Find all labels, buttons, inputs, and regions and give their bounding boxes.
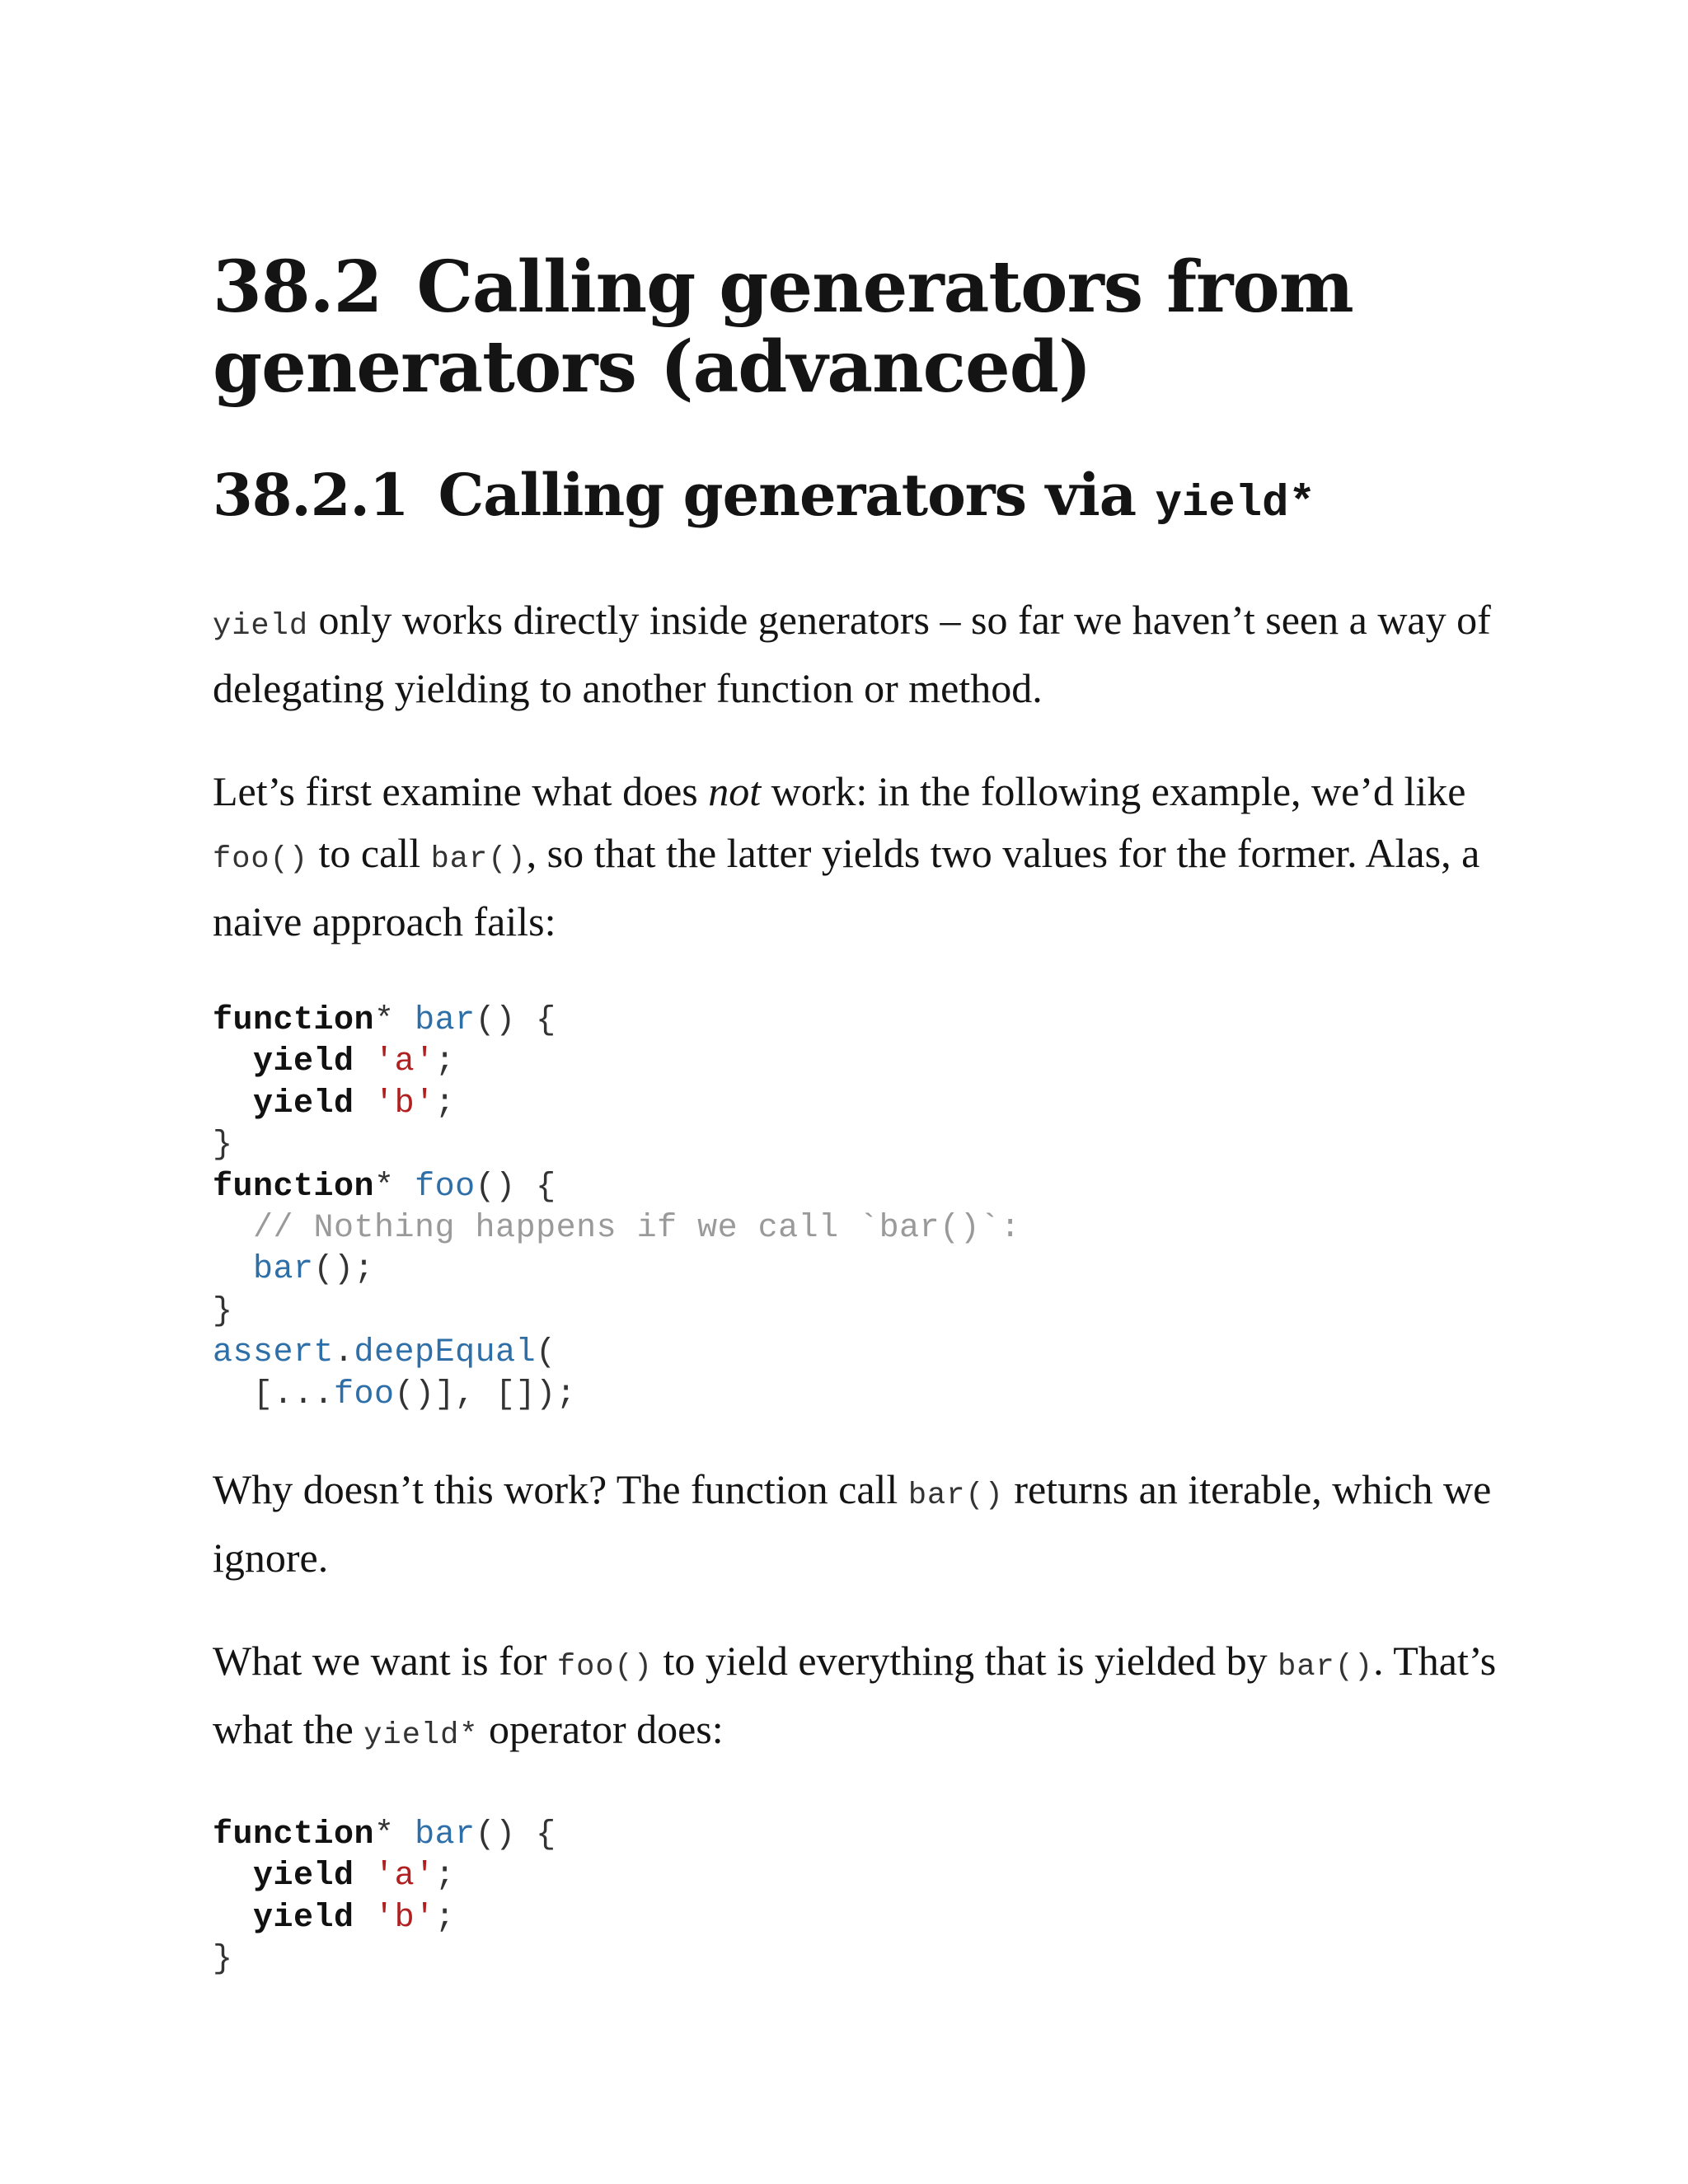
code-block-2: [213, 1815, 1498, 1981]
code-keyword: yield: [253, 1043, 354, 1081]
paragraph-text: operator does:: [478, 1705, 724, 1752]
code-function-name: bar: [253, 1251, 314, 1289]
code-line: [213, 1167, 1498, 1208]
code-function-name: bar: [415, 1002, 476, 1039]
paragraph-2: [213, 761, 1498, 953]
code-string: 'a': [374, 1858, 435, 1896]
subsection-code: yield*: [1155, 479, 1315, 529]
code-keyword: function: [213, 1816, 375, 1854]
code-keyword: yield: [253, 1899, 354, 1937]
code-punct: ;: [434, 1085, 456, 1122]
code-punct: (: [536, 1334, 556, 1372]
code-line: [213, 1815, 1498, 1856]
paragraph-text: only works directly inside generators – so far we haven’t seen a way of delegating yielding to another function or method.: [213, 597, 1491, 711]
code-line: [213, 1125, 1498, 1166]
code-string: 'a': [374, 1043, 435, 1081]
code-punct: *: [374, 1816, 395, 1854]
code-punct: () {: [475, 1168, 556, 1206]
inline-code: bar(): [1278, 1649, 1374, 1685]
code-punct: ;: [434, 1899, 456, 1937]
section-heading: [213, 247, 1498, 407]
subsection-heading: [213, 458, 1498, 541]
code-punct: () {: [475, 1816, 556, 1854]
subsection-number: 38.2.1: [213, 461, 409, 529]
page: [213, 247, 1498, 1980]
inline-code: yield: [213, 609, 309, 644]
section-title-line-1: Calling generators from: [416, 246, 1353, 329]
section-number: 38.2: [213, 246, 382, 329]
code-comment: // Nothing happens if we call `bar()`:: [253, 1209, 1021, 1247]
code-string: 'b': [374, 1899, 435, 1937]
section-title-line-2: generators (advanced): [213, 326, 1091, 409]
code-string: 'b': [374, 1085, 435, 1122]
code-line: [213, 1856, 1498, 1897]
inline-code: bar(): [907, 1478, 1004, 1513]
paragraph-text: . That’s what the: [213, 1637, 1497, 1752]
paragraph-text: , so that the latter yields two values for the former. Alas, a naive approach fails:: [213, 830, 1480, 944]
code-keyword: function: [213, 1168, 375, 1206]
code-keyword: function: [213, 1002, 375, 1039]
code-line: [213, 1084, 1498, 1125]
code-line: [213, 1208, 1498, 1249]
code-block-1: [213, 1001, 1498, 1416]
paragraph-text: What we want is for: [213, 1637, 557, 1684]
code-method-name: deepEqual: [354, 1334, 537, 1372]
code-line: [213, 1249, 1498, 1291]
paragraph-text: work: in the following example, we’d like: [761, 768, 1466, 814]
code-punct: () {: [475, 1002, 556, 1039]
code-line: [213, 1001, 1498, 1042]
code-keyword: yield: [253, 1858, 354, 1896]
code-punct: ();: [313, 1251, 375, 1289]
code-punct: ;: [434, 1858, 456, 1896]
paragraph-1: [213, 589, 1498, 719]
code-line: [213, 1333, 1498, 1374]
paragraph-text: Why doesn’t this work? The function call: [213, 1465, 908, 1512]
code-line: [213, 1939, 1498, 1980]
paragraph-text: Let’s first examine what does: [213, 768, 709, 814]
code-line: [213, 1291, 1498, 1333]
paragraph-text: returns an iterable, which we ignore.: [213, 1465, 1492, 1581]
paragraph-3: [213, 1459, 1498, 1589]
paragraph-4: [213, 1630, 1498, 1767]
code-punct: ;: [434, 1043, 456, 1081]
code-line: [213, 1898, 1498, 1939]
code-function-name: bar: [415, 1816, 476, 1854]
inline-code: foo(): [213, 842, 309, 877]
code-function-name: foo: [334, 1376, 395, 1413]
inline-code: bar(): [430, 842, 527, 877]
code-punct: }: [213, 1941, 233, 1979]
code-punct: *: [374, 1168, 395, 1206]
code-punct: [...: [253, 1376, 335, 1413]
code-punct: }: [213, 1292, 233, 1330]
inline-code: yield*: [363, 1718, 479, 1753]
paragraph-text: to call: [308, 830, 431, 876]
inline-code: foo(): [556, 1649, 653, 1685]
code-line: [213, 1375, 1498, 1416]
code-punct: ()], []);: [394, 1376, 577, 1413]
paragraph-text: to yield everything that is yielded by: [652, 1637, 1278, 1684]
code-line: [213, 1042, 1498, 1083]
code-keyword: yield: [253, 1085, 354, 1122]
subsection-title: Calling generators via: [438, 461, 1137, 529]
code-punct: }: [213, 1127, 233, 1165]
code-function-name: foo: [415, 1168, 476, 1206]
emphasis-text: not: [708, 768, 762, 814]
code-punct: *: [374, 1002, 395, 1039]
code-object: assert: [213, 1334, 335, 1372]
code-punct: .: [334, 1334, 354, 1372]
